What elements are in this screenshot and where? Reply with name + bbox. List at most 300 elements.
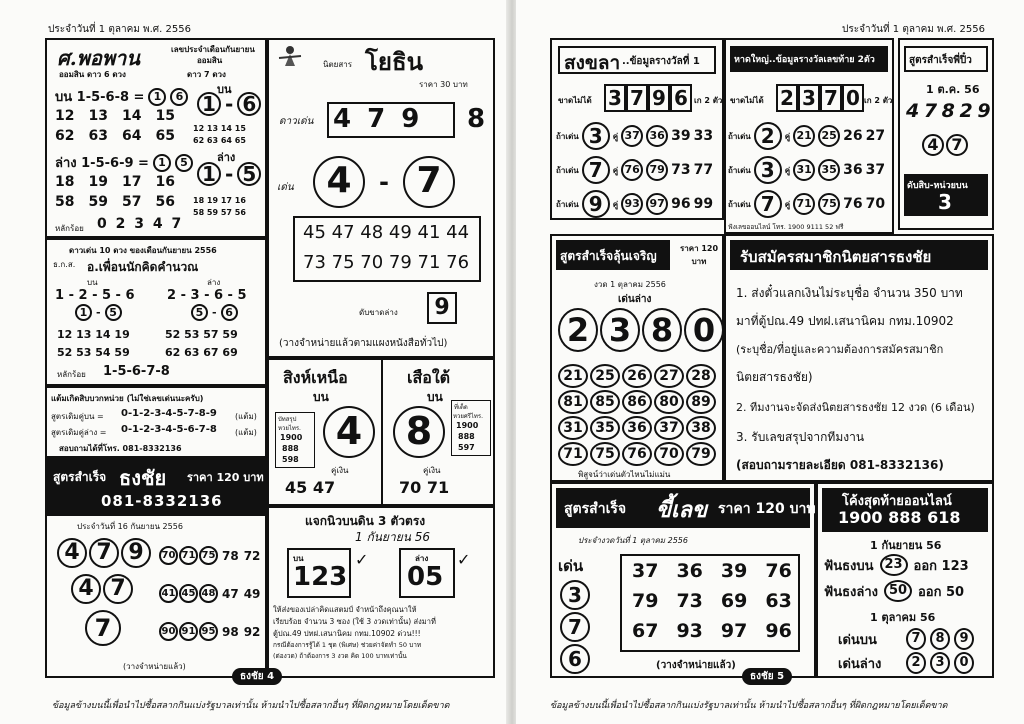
sutr-big-row2 [71, 574, 133, 604]
singha-num-right: 8 [393, 406, 445, 458]
num-circle: 70 [159, 546, 178, 565]
member-title: รับสมัครสมาชิกนิตยสารธงชัย [740, 248, 932, 266]
side-text: 1900 [456, 421, 479, 430]
num-circle: 71 [558, 442, 588, 466]
ngan-text-1: ให้ส่งของเปล่าคิดแสตมป์ จำหน้าถึงคุณนาให้ [273, 605, 417, 614]
sutr-head3: ราคา 120 บาท [187, 471, 264, 484]
pew-dub-label: ดับสิบ-หน่วยบน [907, 181, 968, 191]
singha-divider [381, 360, 383, 506]
ngan-lang-label: ล่าง [415, 554, 429, 563]
num: 70 [865, 196, 886, 212]
num: 73 [676, 590, 703, 612]
khelek-head3: ราคา 120 บาท [718, 501, 816, 517]
songkhla-row-3 [556, 190, 713, 218]
member-line-7: (สอบถามรายละเอียด 081-8332136) [736, 458, 944, 472]
singha-side-right [451, 400, 491, 456]
phopan-top-label: เลขประจำเดือนกันยายน [171, 45, 255, 54]
khelek-date: ประจำงวดวันที่ 1 ตุลาคม 2556 [578, 536, 688, 545]
songkhla-row-2 [556, 156, 713, 184]
big-circle: 1 [197, 92, 221, 116]
singha-pair-label-left: คู่เงิน [331, 466, 349, 475]
side-text: หวยศรีไทร. [453, 413, 483, 420]
num-circle: 75 [818, 193, 840, 215]
khelek-left-1: 3 [560, 580, 590, 610]
num-circle: 9 [954, 628, 974, 650]
sutr-box [45, 458, 267, 678]
daoden-seq-right: 2 - 3 - 6 - 5 [167, 288, 247, 303]
side-text: 597 [458, 443, 475, 452]
phopan-bon-text: บน 1-5-6-8 = [55, 90, 145, 105]
phopan-lang-row [55, 152, 193, 173]
big-circle: 3 [754, 156, 782, 184]
num-circle: 36 [622, 416, 652, 440]
yothin-brand-small: นิตยสาร [323, 60, 353, 69]
phopan-bon-label: บน [217, 83, 232, 96]
row-label: เด่นล่าง [838, 656, 882, 672]
pew-dub-val: 3 [938, 190, 952, 214]
daoden-rows-right-2: 62 63 67 69 [165, 346, 238, 359]
num: 26 [843, 128, 863, 144]
num: 99 [693, 196, 714, 212]
singha-pair-label-right: คู่เงิน [423, 466, 441, 475]
singha-bon-right: บน [427, 390, 443, 404]
songkhla-title-box [558, 46, 716, 74]
khelek-left-3: 6 [560, 644, 590, 674]
num: 69 [720, 590, 748, 612]
right-page-number: ธงชัย 5 [742, 668, 792, 685]
phopan-bon-circle-1: 1 [148, 88, 166, 106]
yothin-pair: 4 - 7 [313, 156, 455, 208]
sutr-big-row1 [57, 538, 151, 568]
side-text: ที่เด็ด [454, 404, 468, 411]
daoden-num: 7 [367, 104, 386, 134]
khelek-row-3 [632, 620, 792, 642]
left-footer: ข้อมูลข้างบนนี้เพื่อนำไปซื้อสลากกินแบ่งรัฐบาลเท่านั้น ห้ามนำไปซื้อสลากอื่นๆ ที่ผิดกฎหมายโดยเด็ดขาด [52, 701, 450, 711]
pair-label: คู่ [612, 165, 619, 175]
grid-num: 65 [155, 128, 175, 144]
digit-box: 7 [626, 84, 648, 112]
phopan-bon-circle-2: 6 [170, 88, 188, 106]
pew-box [898, 38, 994, 230]
row-label: ถ้าเด่น [556, 165, 579, 175]
daoden-rows-left-2: 52 53 54 59 [57, 346, 130, 359]
lun-row-1 [558, 364, 716, 388]
side-text: 888 [282, 444, 299, 453]
pair-label: คู่ [784, 199, 791, 209]
phopan-omsin-left: ออมสิน ดาว 6 ดวง [59, 70, 126, 79]
khelek-head2: ขี้เลข [656, 497, 708, 523]
row-label: ฟันธงบน [824, 558, 874, 574]
phopan-grid2-row1 [55, 174, 175, 190]
num-circle: 35 [590, 416, 620, 440]
left-header-date: ประจำวันที่ 1 ตุลาคม พ.ศ. 2556 [48, 24, 191, 35]
lun-title: สูตรสำเร็จลุ้นเจริญ [560, 249, 657, 263]
khelek-den: เด่น [558, 557, 584, 575]
row-label: ถ้าเด่น [728, 199, 751, 209]
num: 37 [632, 560, 659, 582]
num-circle: 80 [654, 390, 684, 414]
num-circle: 35 [818, 159, 840, 181]
pair-label: คู่ [612, 131, 619, 141]
big-circle: 2 [558, 308, 598, 352]
pew-title: สูตรสำเร็จพี่ปิ๋ว [909, 55, 972, 66]
lun-date: งวด 1 ตุลาคม 2556 [594, 280, 666, 289]
phopan-small-top-2: 62 63 64 65 [193, 136, 246, 145]
num-circle: 27 [654, 364, 684, 388]
num: 63 [765, 590, 792, 612]
pair-circle: 5 [191, 304, 208, 321]
tang-r2-tail: (แต้ม) [235, 428, 257, 437]
num: 76 [843, 196, 863, 212]
tok-row-1 [824, 554, 969, 576]
ngan-lang-val: 05 [407, 562, 444, 592]
side-text: 1900 [280, 433, 303, 442]
lang-circle: 1 [153, 154, 171, 172]
ngan-date: 1 กันยายน 56 [355, 530, 431, 544]
songkhla-box [550, 38, 724, 220]
num: 27 [865, 128, 886, 144]
num-circle: 70 [654, 442, 684, 466]
grid-num: 64 [121, 128, 142, 144]
right-footer: ข้อมูลข้างบนนี้เพื่อนำไปซื้อสลากกินแบ่งรัฐบาลเท่านั้น ห้ามนำไปซื้อสลากอื่นๆ ที่ผิดกฎหมายโดยเด็ดขาด [550, 701, 948, 711]
ngan-title: แจกนิวบนดิน 3 ตัวตรง [305, 514, 426, 528]
num-circle: 76 [621, 159, 643, 181]
singha-pair-left: 45 47 [285, 478, 336, 497]
num-circle: 3 [930, 652, 950, 674]
big-circle: 7 [89, 538, 119, 568]
tok-phone: 1900 888 618 [838, 508, 961, 527]
tang-contact: สอบถามได้ที่โทร. 081-8332136 [59, 444, 182, 453]
yothin-price: ราคา 30 บาท [419, 80, 468, 89]
num: 96 [765, 620, 792, 642]
check-icon: ✓ [355, 550, 369, 569]
hatyai-digits [776, 84, 864, 112]
pew-title-box [904, 46, 988, 72]
digit-box: 3 [798, 84, 820, 112]
out-text: ออก 50 [918, 584, 965, 600]
num-circle: 31 [793, 159, 815, 181]
phopan-bon-row [55, 86, 188, 107]
digit-box: 9 [648, 84, 670, 112]
pair-label: คู่ [784, 165, 791, 175]
num: 96 [671, 196, 691, 212]
row-label: ถ้าเด่น [556, 199, 579, 209]
out-text: ออก 123 [913, 558, 969, 574]
singha-num-left: 4 [323, 406, 375, 458]
num-circle: 2 [906, 652, 926, 674]
hatyai-row-1 [728, 122, 885, 150]
songkhla-title: สงขลา [564, 52, 621, 74]
member-line-6: 3. รับเลขสรุปจากทีมงาน [736, 430, 865, 444]
num-circle: 37 [621, 125, 643, 147]
big-circle: 3 [582, 122, 610, 150]
num: 72 [243, 548, 261, 563]
yothin-daoden-nums [333, 104, 419, 134]
num-circle: 71 [793, 193, 815, 215]
sutr-row3 [159, 622, 260, 641]
tok-den-bon [838, 628, 974, 650]
phopan-lang-label: ล่าง [217, 151, 236, 164]
grid-num: 59 [88, 194, 108, 210]
ngan-text-5: (ต่องวด) ถ้าต้องการ 3 งวด คิด 100 บาทเท่านั้น [273, 652, 407, 660]
lun-price: ราคา 120 บาท [679, 244, 719, 266]
yothin-sold: (วางจำหน่ายแล้วตามแผงหนังสือทั่วไป) [279, 338, 448, 349]
sutr-head2: ธงชัย [119, 466, 167, 490]
num: 67 [632, 620, 659, 642]
daoden-rows-left-1: 12 13 14 19 [57, 328, 130, 341]
yothin-dub-label: ดับขาดล่าง [359, 308, 398, 317]
num-circle: 79 [686, 442, 716, 466]
check-icon: ✓ [457, 550, 471, 569]
pew-dub-box [904, 174, 988, 216]
tang-r2: 0-1-2-3-4-5-6-7-8 [121, 424, 217, 435]
num-circle: 48 [199, 584, 218, 603]
singha-title-right: เสือใต้ [407, 368, 451, 387]
member-box [724, 234, 994, 482]
member-line-5: 2. ทีมงานจะจัดส่งนิตยสารธงชัย 12 งวด (6 เดือน) [736, 401, 975, 414]
songkhla-row-1 [556, 122, 713, 150]
tok-date-1: 1 กันยายน 56 [870, 539, 942, 552]
lun-row-4 [558, 442, 716, 466]
sutr-date: ประจำวันที่ 16 กันยายน 2556 [77, 522, 183, 531]
songkhla-sub: ..ข้อมูลรางวัลที่ 1 [622, 56, 700, 67]
daoden-pair-right: 5 - 6 [191, 304, 238, 321]
hatyai-row-2 [728, 156, 885, 184]
hatyai-tail: เก 2 ตัว [864, 96, 893, 105]
pair-label: คู่ [612, 199, 619, 209]
num-circle: 0 [954, 652, 974, 674]
num-circle: 41 [159, 584, 178, 603]
num-circle: 76 [622, 442, 652, 466]
big-circle: 7 [582, 156, 610, 184]
num: 77 [693, 162, 714, 178]
side-text: บัทสรุป [278, 416, 297, 423]
daoden-seq-left: 1 - 2 - 5 - 6 [55, 288, 135, 303]
songkhla-digits [604, 84, 692, 112]
member-line-3: (ระบุชื่อ/ที่อยู่และความต้องการสมัครสมาชิก [736, 343, 944, 356]
ngan-text-3: ตู้ปณ.49 ปทฝ.เสนานิคม กทม.10902 ด่วน!!! [273, 629, 421, 638]
phopan-small-bot-1: 18 19 17 16 [193, 196, 246, 205]
num-circle: 4 [922, 134, 944, 156]
daoden-tks: ธ.ก.ส. [53, 260, 76, 269]
grid-num: 63 [88, 128, 108, 144]
hatyai-title: หาดใหญ่..ข้อมูลรางวัลเลขท้าย 2ตัว [734, 55, 875, 65]
num: 36 [843, 162, 863, 178]
num-circle: 90 [159, 622, 178, 641]
yothin-daoden-extra: 8 [467, 104, 486, 134]
khelek-header [556, 488, 816, 528]
big-circle: 2 [754, 122, 782, 150]
num-circle: 95 [199, 622, 218, 641]
left-page-number: ธงชัย 4 [232, 668, 282, 685]
khelek-box [550, 482, 816, 678]
num-circle: 86 [622, 390, 652, 414]
num-circle: 23 [880, 554, 908, 576]
singha-pair-right: 70 71 [399, 478, 450, 497]
pair-circle: 7 [403, 156, 455, 208]
num-circle: 50 [884, 580, 912, 602]
num: 37 [865, 162, 886, 178]
pair-circle: 5 [105, 304, 122, 321]
big-circle: 9 [582, 190, 610, 218]
sutr-row2 [159, 584, 260, 603]
num-circle: 21 [793, 125, 815, 147]
big-circle: 5 [237, 162, 261, 186]
lun-title-box [556, 240, 670, 270]
big-circle: 4 [57, 538, 87, 568]
num: 39 [671, 128, 691, 144]
num-circle: 37 [654, 416, 684, 440]
grid-num: 62 [55, 128, 75, 144]
pair-circle: 4 [313, 156, 365, 208]
yothin-box [267, 38, 495, 358]
khelek-row-1 [632, 560, 792, 582]
sutr-row1 [159, 546, 260, 565]
lang-circle: 5 [175, 154, 193, 172]
num: 93 [676, 620, 703, 642]
khelek-row-2 [632, 590, 792, 612]
khelek-head1: สูตรสำเร็จ [564, 501, 627, 517]
num-circle: 38 [686, 416, 716, 440]
pair-circle: 1 [75, 304, 92, 321]
num-circle: 97 [646, 193, 668, 215]
num: 78 [222, 548, 239, 563]
ngan-bon-label: บน [293, 554, 304, 563]
phopan-grid2-row2 [55, 194, 175, 210]
tang-title: แต้มเกิดสิบบวกหน่วย (ไม่ใช่เลขเด่นนะครับ) [51, 394, 204, 403]
daoden-box [45, 238, 267, 386]
num: 98 [222, 624, 239, 639]
num: 76 [765, 560, 792, 582]
digit-box: 6 [670, 84, 692, 112]
phopan-omsin-right: ออมสิน [197, 56, 223, 65]
tang-r1-label: สูตรเดิมคู่บน = [51, 412, 104, 421]
phopan-title: ศ.พอพาน [57, 46, 140, 70]
hatyai-box [724, 38, 894, 234]
num: 36 [676, 560, 703, 582]
phopan-small-top-1: 12 13 14 15 [193, 124, 246, 133]
num-circle: 45 [179, 584, 198, 603]
singha-bon-left: บน [313, 390, 329, 404]
num-circle: 75 [590, 442, 620, 466]
num-circle: 93 [621, 193, 643, 215]
daoden-num: 9 [401, 104, 420, 134]
grid-num: 57 [121, 194, 142, 210]
num-circle: 26 [622, 364, 652, 388]
tok-box [816, 482, 994, 678]
yothin-brand: โยธิน [365, 47, 424, 76]
grid-num: 12 [55, 108, 75, 124]
row-label: ถ้าเด่น [556, 131, 579, 141]
member-line-4: นิตยสารธงชัย) [736, 370, 813, 384]
side-text: 888 [458, 432, 475, 441]
tang-box [45, 386, 267, 458]
hatyai-row-3 [728, 190, 885, 218]
tok-den-lang [838, 652, 974, 674]
tok-row-2 [824, 580, 964, 602]
grid-num: 19 [88, 174, 108, 190]
yothin-den-label: เด่น [277, 182, 294, 193]
digit-box: 3 [604, 84, 626, 112]
daoden-hundreds: 1-5-6-7-8 [103, 364, 170, 379]
big-circle: 7 [754, 190, 782, 218]
ngan-lang-box [399, 548, 455, 598]
tok-date-2: 1 ตุลาคม 56 [870, 611, 936, 624]
num: 92 [243, 624, 261, 639]
right-page [516, 0, 1024, 724]
yothin-daoden-label: ดาวเด่น [279, 116, 314, 127]
num-circle: 7 [906, 628, 926, 650]
daoden-pair-left: 1 - 5 [75, 304, 122, 321]
phopan-lang-text: ล่าง 1-5-6-9 = [55, 156, 149, 171]
num: 39 [720, 560, 748, 582]
digit-box: 2 [776, 84, 798, 112]
grid-num: 58 [55, 194, 75, 210]
num-circle: 81 [558, 390, 588, 414]
grid-num: 15 [155, 108, 175, 124]
phopan-small-bot-2: 58 59 57 56 [193, 208, 246, 217]
grid-num: 17 [121, 174, 142, 190]
pew-circles [922, 134, 968, 156]
hatyai-phone: ฟังเลขออนไลน์ โทร. 1900 9111 52 ฟรี [728, 223, 844, 231]
left-page [0, 0, 508, 724]
row-label: เด่นบน [838, 632, 877, 648]
pair-circle: 6 [221, 304, 238, 321]
ngan-box [267, 506, 495, 678]
num: 49 [243, 586, 261, 601]
tok-title: โค้งสุดท้ายออนไลน์ [842, 494, 952, 509]
num-circle: 91 [179, 622, 198, 641]
lun-foot: พิสูจน์ว่าเด่นตัวไหนไม่แม่น [578, 470, 671, 479]
khelek-sold: (วางจำหน่ายแล้ว) [656, 660, 736, 671]
num-circle: 85 [590, 390, 620, 414]
phopan-dao7: ดาว 7 ดวง [187, 70, 226, 79]
side-text: หวยไทร. [278, 425, 301, 432]
yothin-nums-2: 73 75 70 79 71 76 [303, 252, 470, 273]
num-circle: 31 [558, 416, 588, 440]
hatyai-lead: ขาดไม่ได้ [730, 96, 764, 105]
pair-label: คู่ [784, 131, 791, 141]
right-header-date: ประจำวันที่ 1 ตุลาคม พ.ศ. 2556 [842, 24, 985, 35]
ngan-text-2: เรียบร้อย จำนวน 3 ซอง (ใช้ 3 งวดเท่านั้น) ส่งมาที่ [273, 617, 436, 626]
big-circle: 9 [121, 538, 151, 568]
row-label: ถ้าเด่น [728, 131, 751, 141]
num-circle: 21 [558, 364, 588, 388]
big-circle: 0 [684, 308, 724, 352]
num-circle: 79 [646, 159, 668, 181]
ngan-bon-val: 123 [293, 562, 348, 592]
phopan-box [45, 38, 267, 238]
khelek-grid [620, 554, 800, 652]
big-circle: 3 [600, 308, 640, 352]
phopan-grid1-row2 [55, 128, 175, 144]
side-text: 598 [282, 455, 299, 464]
tang-r1: 0-1-2-3-4-5-7-8-9 [121, 408, 217, 419]
tang-r2-label: สูตรเดิมคู่ล่าง = [51, 428, 107, 437]
lun-big [558, 308, 724, 352]
hatyai-title-box [730, 46, 888, 72]
big-circle: 1 [197, 162, 221, 186]
num: 47 [222, 586, 239, 601]
singha-box [267, 358, 495, 506]
sutr-sold: (วางจำหน่ายแล้ว) [123, 662, 186, 671]
yothin-nums-1: 45 47 48 49 41 44 [303, 222, 470, 243]
big-circle: 6 [237, 92, 261, 116]
singha-side-left [275, 412, 315, 468]
grid-num: 56 [155, 194, 175, 210]
num: 79 [632, 590, 659, 612]
grid-num: 13 [88, 108, 108, 124]
